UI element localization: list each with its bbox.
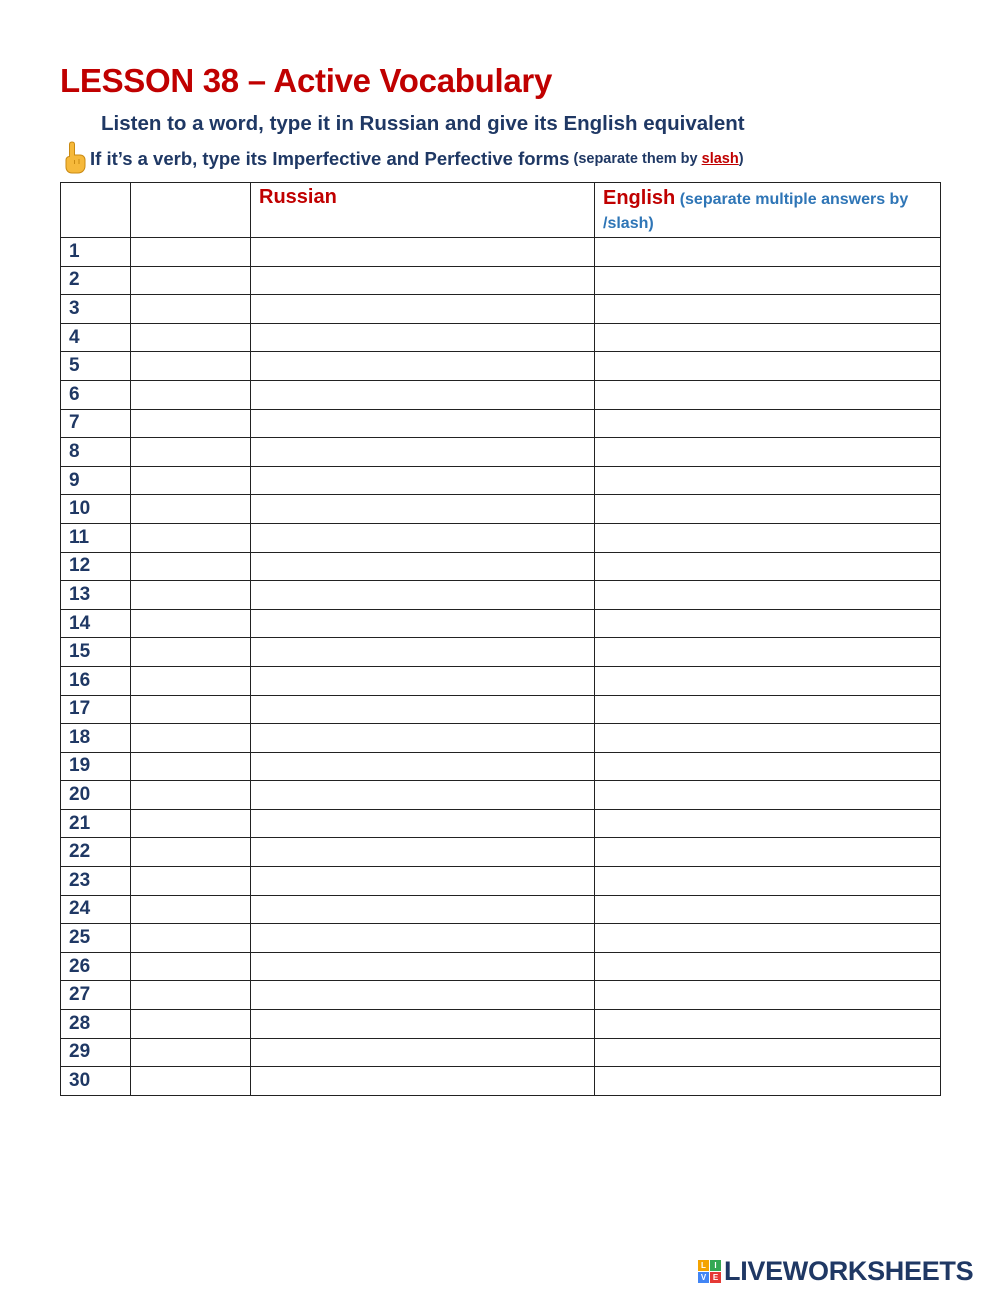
row-number-cell: [61, 466, 131, 495]
russian-answer-cell[interactable]: [251, 809, 595, 838]
row-number-cell: [61, 438, 131, 467]
verb-note-paren-close: ): [738, 151, 744, 167]
russian-answer-cell[interactable]: [251, 523, 595, 552]
english-answer-cell[interactable]: [595, 581, 941, 610]
logo-letter-v: V: [698, 1272, 709, 1283]
english-answer-cell[interactable]: [595, 238, 941, 267]
row-number-cell: [61, 409, 131, 438]
logo-text: LIVEWORKSHEETS: [724, 1255, 974, 1286]
audio-cell[interactable]: [131, 581, 251, 610]
english-answer-cell[interactable]: [595, 952, 941, 981]
row-number: 17: [69, 698, 91, 720]
english-answer-cell[interactable]: [595, 1067, 941, 1096]
table-row: [61, 266, 941, 295]
row-number: 29: [69, 1041, 91, 1063]
row-number-cell: [61, 581, 131, 610]
english-answer-cell[interactable]: [595, 352, 941, 381]
row-number: 26: [69, 955, 91, 977]
audio-cell[interactable]: [131, 1010, 251, 1039]
column-header-english: English: [603, 187, 676, 209]
audio-cell[interactable]: [131, 438, 251, 467]
russian-answer-cell[interactable]: [251, 867, 595, 896]
table-row: [61, 1067, 941, 1096]
row-number: 28: [69, 1012, 91, 1034]
row-number: 15: [69, 641, 91, 663]
table-row: [61, 495, 941, 524]
row-number-cell: [61, 495, 131, 524]
russian-answer-cell[interactable]: [251, 981, 595, 1010]
row-number-cell: [61, 295, 131, 324]
row-number: 7: [69, 412, 80, 434]
audio-cell[interactable]: [131, 924, 251, 953]
table-row: [61, 666, 941, 695]
table-row: [61, 781, 941, 810]
audio-cell[interactable]: [131, 838, 251, 867]
row-number: 8: [69, 440, 80, 462]
row-number: 27: [69, 984, 91, 1006]
russian-answer-cell[interactable]: [251, 895, 595, 924]
logo-letter-e: E: [710, 1272, 721, 1283]
audio-cell[interactable]: [131, 609, 251, 638]
english-answer-cell[interactable]: [595, 323, 941, 352]
audio-cell[interactable]: [131, 981, 251, 1010]
table-row: [61, 1038, 941, 1067]
row-number-cell: [61, 238, 131, 267]
table-header-row: [61, 183, 941, 238]
table-row: [61, 1010, 941, 1039]
russian-answer-cell[interactable]: [251, 695, 595, 724]
russian-answer-cell[interactable]: [251, 952, 595, 981]
row-number: 18: [69, 726, 91, 748]
pointing-up-hand-icon: [60, 140, 90, 174]
russian-answer-cell[interactable]: [251, 581, 595, 610]
table-row: [61, 409, 941, 438]
table-row: [61, 238, 941, 267]
row-number-cell: [61, 695, 131, 724]
row-number: 25: [69, 927, 91, 949]
verb-note: [60, 140, 744, 178]
english-answer-cell[interactable]: [595, 438, 941, 467]
row-number: 6: [69, 383, 80, 405]
english-answer-cell[interactable]: [595, 895, 941, 924]
column-header-english-note: (separate multiple answers by /slash): [603, 191, 909, 232]
table-row: [61, 638, 941, 667]
row-number-cell: [61, 1067, 131, 1096]
header-english-cell: [595, 183, 941, 238]
english-answer-cell[interactable]: [595, 981, 941, 1010]
english-answer-cell[interactable]: [595, 1010, 941, 1039]
russian-answer-cell[interactable]: [251, 924, 595, 953]
audio-cell[interactable]: [131, 380, 251, 409]
english-answer-cell[interactable]: [595, 695, 941, 724]
row-number: 5: [69, 355, 80, 377]
table-row: [61, 895, 941, 924]
row-number-cell: [61, 867, 131, 896]
audio-cell[interactable]: [131, 867, 251, 896]
english-answer-cell[interactable]: [595, 752, 941, 781]
row-number: 30: [69, 1070, 91, 1092]
table-row: [61, 809, 941, 838]
row-number: 4: [69, 326, 80, 348]
audio-cell[interactable]: [131, 1067, 251, 1096]
audio-cell[interactable]: [131, 552, 251, 581]
row-number-cell: [61, 552, 131, 581]
row-number: 16: [69, 669, 91, 691]
row-number-cell: [61, 1038, 131, 1067]
row-number: 14: [69, 612, 91, 634]
russian-answer-cell[interactable]: [251, 380, 595, 409]
english-answer-cell[interactable]: [595, 295, 941, 324]
russian-answer-cell[interactable]: [251, 666, 595, 695]
header-audio-cell: [131, 183, 251, 238]
page-title: LESSON 38 – Active Vocabulary: [60, 62, 553, 99]
row-number: 21: [69, 812, 91, 834]
english-answer-cell[interactable]: [595, 838, 941, 867]
audio-cell[interactable]: [131, 666, 251, 695]
row-number-cell: [61, 609, 131, 638]
audio-cell[interactable]: [131, 352, 251, 381]
row-number-cell: [61, 1010, 131, 1039]
row-number: 10: [69, 498, 91, 520]
row-number: 3: [69, 297, 80, 319]
russian-answer-cell[interactable]: [251, 838, 595, 867]
table-row: [61, 438, 941, 467]
english-answer-cell[interactable]: [595, 523, 941, 552]
russian-answer-cell[interactable]: [251, 1067, 595, 1096]
table-row: [61, 867, 941, 896]
table-row: [61, 466, 941, 495]
audio-cell[interactable]: [131, 1038, 251, 1067]
logo-letter-l: L: [698, 1260, 709, 1271]
english-answer-cell[interactable]: [595, 638, 941, 667]
english-answer-cell[interactable]: [595, 924, 941, 953]
table-row: [61, 724, 941, 753]
audio-cell[interactable]: [131, 952, 251, 981]
row-number-cell: [61, 838, 131, 867]
row-number-cell: [61, 924, 131, 953]
audio-cell[interactable]: [131, 266, 251, 295]
audio-cell[interactable]: [131, 752, 251, 781]
russian-answer-cell[interactable]: [251, 724, 595, 753]
table-row: [61, 752, 941, 781]
audio-cell[interactable]: [131, 495, 251, 524]
russian-answer-cell[interactable]: [251, 466, 595, 495]
russian-answer-cell[interactable]: [251, 495, 595, 524]
table-row: [61, 609, 941, 638]
english-answer-cell[interactable]: [595, 380, 941, 409]
instruction-subtitle: Listen to a word, type it in Russian and give its English equivalent: [101, 112, 745, 135]
table-row: [61, 380, 941, 409]
english-answer-cell[interactable]: [595, 466, 941, 495]
english-answer-cell[interactable]: [595, 266, 941, 295]
row-number-cell: [61, 781, 131, 810]
logo-mark-icon: [698, 1260, 721, 1283]
audio-cell[interactable]: [131, 238, 251, 267]
verb-note-paren-open: (separate them by: [569, 151, 702, 167]
table-row: [61, 323, 941, 352]
russian-answer-cell[interactable]: [251, 266, 595, 295]
row-number-cell: [61, 809, 131, 838]
row-number: 22: [69, 841, 91, 863]
english-answer-cell[interactable]: [595, 495, 941, 524]
table-row: [61, 295, 941, 324]
audio-cell[interactable]: [131, 323, 251, 352]
audio-cell[interactable]: [131, 895, 251, 924]
english-answer-cell[interactable]: [595, 867, 941, 896]
header-russian-cell: [251, 183, 595, 238]
english-answer-cell[interactable]: [595, 724, 941, 753]
english-answer-cell[interactable]: [595, 809, 941, 838]
russian-answer-cell[interactable]: [251, 295, 595, 324]
row-number: 13: [69, 583, 91, 605]
row-number-cell: [61, 895, 131, 924]
russian-answer-cell[interactable]: [251, 781, 595, 810]
table-row: [61, 924, 941, 953]
row-number: 1: [69, 240, 80, 262]
russian-answer-cell[interactable]: [251, 638, 595, 667]
row-number-cell: [61, 752, 131, 781]
row-number-cell: [61, 952, 131, 981]
audio-cell[interactable]: [131, 638, 251, 667]
liveworksheets-logo: [698, 1256, 973, 1286]
vocabulary-table: [60, 182, 941, 1096]
audio-cell[interactable]: [131, 695, 251, 724]
table-row: [61, 523, 941, 552]
row-number: 2: [69, 269, 80, 291]
row-number-cell: [61, 352, 131, 381]
russian-answer-cell[interactable]: [251, 609, 595, 638]
russian-answer-cell[interactable]: [251, 1010, 595, 1039]
russian-answer-cell[interactable]: [251, 238, 595, 267]
row-number: 9: [69, 469, 80, 491]
row-number: 23: [69, 869, 91, 891]
row-number: 11: [69, 526, 90, 548]
row-number-cell: [61, 323, 131, 352]
row-number-cell: [61, 380, 131, 409]
audio-cell[interactable]: [131, 724, 251, 753]
row-number-cell: [61, 266, 131, 295]
row-number-cell: [61, 724, 131, 753]
russian-answer-cell[interactable]: [251, 438, 595, 467]
row-number-cell: [61, 981, 131, 1010]
table-row: [61, 695, 941, 724]
row-number-cell: [61, 523, 131, 552]
verb-note-slash: slash: [701, 151, 739, 167]
english-answer-cell[interactable]: [595, 609, 941, 638]
russian-answer-cell[interactable]: [251, 323, 595, 352]
audio-cell[interactable]: [131, 781, 251, 810]
audio-cell[interactable]: [131, 466, 251, 495]
english-answer-cell[interactable]: [595, 1038, 941, 1067]
row-number-cell: [61, 638, 131, 667]
russian-answer-cell[interactable]: [251, 352, 595, 381]
english-answer-cell[interactable]: [595, 781, 941, 810]
row-number: 19: [69, 755, 91, 777]
english-answer-cell[interactable]: [595, 666, 941, 695]
table-row: [61, 552, 941, 581]
table-row: [61, 581, 941, 610]
russian-answer-cell[interactable]: [251, 752, 595, 781]
russian-answer-cell[interactable]: [251, 552, 595, 581]
russian-answer-cell[interactable]: [251, 1038, 595, 1067]
row-number: 20: [69, 784, 91, 806]
column-header-russian: Russian: [259, 186, 337, 208]
english-answer-cell[interactable]: [595, 552, 941, 581]
logo-letter-i: I: [710, 1260, 721, 1271]
audio-cell[interactable]: [131, 523, 251, 552]
row-number-cell: [61, 666, 131, 695]
verb-note-text: If it’s a verb, type its Imperfective and Perfective forms: [90, 148, 570, 169]
row-number: 24: [69, 898, 91, 920]
english-answer-cell[interactable]: [595, 409, 941, 438]
table-row: [61, 981, 941, 1010]
header-number-cell: [61, 183, 131, 238]
table-row: [61, 352, 941, 381]
audio-cell[interactable]: [131, 809, 251, 838]
audio-cell[interactable]: [131, 295, 251, 324]
table-row: [61, 838, 941, 867]
row-number: 12: [69, 555, 91, 577]
table-row: [61, 952, 941, 981]
audio-cell[interactable]: [131, 409, 251, 438]
russian-answer-cell[interactable]: [251, 409, 595, 438]
